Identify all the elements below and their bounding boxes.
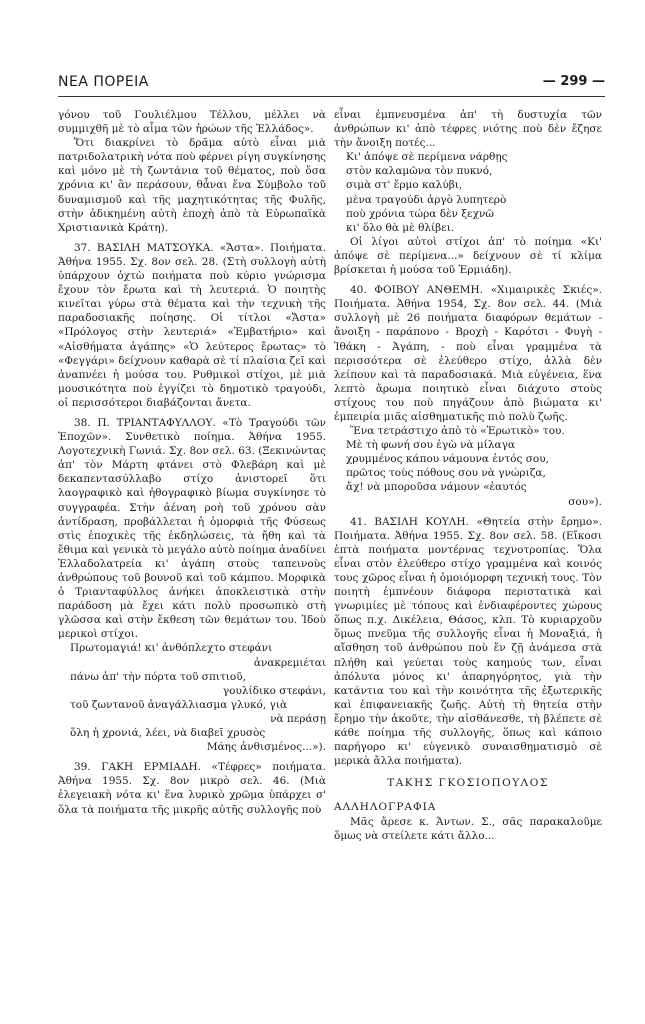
left-column-line: 37. ΒΑΣΙΛΗ ΜΑΤΣΟΥΚΑ. «Ἄστα». Ποιήματα. Ἀθήνα 1955. Σχ. 8ον σελ. 28. (Στὴ συλλογὴ αὐτὴ ὑπάρχουν ὀχτὼ ποιήματα ποὺ κύριο γνώρισμα ἔχουν τὸν ἔρωτα καὶ τὴ λευτεριά. Ὁ ποιητὴς κινεῖται γύρω στὰ θέματα καὶ τὴν τεχνικὴ τῆς παραδοσιακῆς ποίησης. Οἱ τίτλοι «Ἄστα» «Πρόλογος στὴν λευτεριά» «Ἐμβατήριο» καὶ «Αἰσθήματα ἀγάπης» «Ὁ λεύτερος ἔρωτας» τὸ «Φεγγάρι» δείχνουν καθαρὰ σὲ τί πλαίσια ζεῖ καὶ ἀναπνέει ἡ μούσα του. Ρυθμικοὶ στίχοι, μὲ μιὰ μουσικότητα ποὺ ἐγγίζει τὸ δημοτικὸ τραγούδι, οἱ περισσότεροι διαβάζονται ἄνετα. [58,241,326,409]
right-tail-line: 41. ΒΑΣΙΛΗ ΚΟΥΛΗ. «Θητεία στὴν ἔρημο». Ποιήματα. Ἀθήνα 1955. Σχ. 8ον σελ. 58. (Εἴκοσι ἑπτὰ ποιήματα μοντέρνας τεχνοτροπίας. Ὅλα εἶναι στὸν ἐλεύθερο στίχο γραμμένα καὶ κοινός τους χῶρος εἶναι ἡ ὁμοιόμορφη τεχνική τους. Τὸν ποιητὴ ἐμπνέουν διάφορα περιστατικὰ καὶ γνωριμίες μὲ τόπους καὶ ἐνδιαφέροντες χώρους ὅπως π.χ. Δικέλεια, Θάσος, κλπ. Τὸ κυριαρχοῦν ὅμως πνεῦμα τῆς συλλογῆς εἶναι ἡ Μοναξιά, ἡ αἴσθηση τοῦ ἀνθρώπου ποὺ ἔν ζῇ ἀνάμεσα στὰ πλήθη καὶ γεύεται τοὺς καημούς των, εἶναι ἀπόλυτα μόνος κι' ἀπαρηγόρητος, γιὰ τὴν κατάντια του καὶ τὴν κοινότητα τῆς ἐξωτερικῆς καὶ ἐπιφανειακῆς ζωῆς. Αὐτὴ τὴ θητεία στὴν ἔρημο τὴν ἀκοῦτε, τὴν αἰσθάνεσθε, τὴ βλέπετε σὲ κάθε ποίημα τῆς συλλογῆς, ὅπως καὶ κάποιο παρήγορο κι' εὐγενικὸ συναισθηματισμὸ σὲ μερικὰ ἄλλα ποιήματα). [334,515,602,768]
journal-title: ΝΕΑ ΠΟΡΕΙΑ [58,74,149,90]
left-verse-line: Πρωτομαγιά! κι' ἀνθόπλεχτο στεφάνι [70,642,273,655]
header-rule [58,96,605,97]
right-verse-line: Κι' ἀπόψε σὲ περίμενα νάρθῃς [346,151,508,164]
right-verse-line: σιμὰ στ' ἔρμο καλύβι, [346,179,463,192]
right-column-line: Οἱ λίγοι αὐτοὶ στίχοι ἀπ' τὸ ποίημα «Κι' ἀπόψε σὲ περίμενα...» δείχνουν σὲ τί κλίμα βρίσκεται ἡ μούσα τοῦ Ἑρμιάδη). [334,235,602,277]
left-verse [58,641,326,754]
left-verse-line: πάνω ἀπ' τὴν πόρτα τοῦ σπιτιοῦ, [70,670,246,683]
correspondence-title: ΑΛΛΗΛΟΓΡΑΦΙΑ [334,801,437,814]
right-verse-line: ποὺ χρόνια τώρα δὲν ξεχνῶ [346,207,494,220]
left-column-line: Ὅτι διακρίνει τὸ δρᾶμα αὐτὸ εἶναι μιὰ πατριδολατρικὴ νότα ποὺ φέρνει ρίγη συγκίνησης καὶ μόνο μὲ τὴ ζωντάνια τοῦ θέματος, ποὺ ὅσα χρόνια κι' ἂν περάσουν, θἆναι ἕνα Σύμβολο τοῦ δυναμισμοῦ καὶ τῆς μαχητικότητας τῆς Φυλῆς, στὴν ἀδικημένη αὐτὴ ἐποχὴ ἀπὸ τὰ Εὐρωπαϊκὰ Χριστιανικὰ Κράτη). [58,137,326,234]
left-tail [58,760,326,816]
page-number: — 299 — [542,74,605,89]
left-verse-line: ἀνακρεμιέται [253,656,326,669]
right-verse2-line: πρῶτος τοὺς πόθους σου νὰ γνώριζα, [346,467,546,480]
right-column-line: Ἕνα τετράστιχο ἀπὸ τὸ «Ἐρωτικὸ» του. [350,425,565,438]
right-head-line: εἶναι ἐμπνευσμένα ἀπ' τὴ δυστυχία τῶν ἀνθρώπων κι' ἀπὸ τέφρες νιότης ποὺ δὲν ἔζησε τὴν ἄνοιξη ποτές... [334,109,602,150]
left-verse-line: ὅλη ἡ χρονιά, λέει, νὰ διαβεῖ χρυσὸς [70,727,266,740]
right-verse-2 [334,438,602,508]
left-paragraphs [58,108,326,641]
right-verse-line: στὸν καλαμῶνα τὸν πυκνό, [346,165,493,178]
right-head [334,108,602,150]
right-verse-line: μὲνα τραγούδι ἀργὸ λυπητερὸ [346,193,507,206]
right-paragraphs [334,235,602,438]
left-column-line: γόνου τοῦ Γουλιέλμου Τέλλου, μέλλει νὰ συμμιχθῆ μὲ τὸ αἷμα τῶν ἡρώων τῆς Ἑλλάδος». [58,109,326,136]
left-verse-line: νὰ περάσῃ [270,712,326,725]
right-verse [334,150,602,235]
right-verse-line: κι' ὅλο θὰ μὲ θλίβει. [346,221,455,234]
left-column [58,108,326,817]
right-verse2-line: χρυμμένος κάπου νάμουνα ἐντός σου, [346,453,549,466]
right-verse2-line: Μὲ τὴ φωνή σου ἐγὼ νὰ μίλαγα [346,439,515,452]
correspondence-text: Μᾶς ἄρεσε κ. Ἀντων. Σ., σᾶς παρακαλοῦμε ὅμως νὰ στείλετε κάτι ἄλλο... [334,815,602,842]
right-verse2-line: ἄχ! νὰ μποροῦσα νάμουν «ἑαυτός [346,481,527,494]
right-column-line: 40. ΦΟΙΒΟΥ ΑΝΘΕΜΗ. «Χιμαιρικὲς Σκιές». Ποιήματα. Ἀθήνα 1954, Σχ. 8ον σελ. 44. (Μιὰ συλλογὴ μὲ 26 ποιήματα διαφόρων θεμάτων - ἄνοιξη - παράπονο - Βροχὴ - Καρότσι - Φυγὴ - Ἰθάκη - Ἀγάπη, - ποὺ εἶναι γραμμένα τὰ περισσότερα σὲ ἐλεύθερο στίχο, ἀλλὰ δὲν λείπουν καὶ τὰ παραδοσιακά. Μιὰ εὐγένεια, ἕνα λεπτὸ ἄρωμα ποιητικὸ εἶναι διάχυτο στοὺς στίχους του ποὺ πηγάζουν ἀπὸ βιώματα κι' ἐμπειρία μιᾶς αἰσθηματικῆς πιὸ πολὺ ζωῆς. [334,284,602,423]
left-verse-line: τοῦ ζωντανοῦ ἀναγάλλιασμα γλυκό, γιὰ [70,698,288,711]
left-tail-line: 39. ΓΑΚΗ ΕΡΜΙΑΔΗ. «Τέφρες» ποιήματα. Ἀθήνα 1955. Σχ. 8ον μικρὸ σελ. 46. (Μιὰ ἐλεγειακὴ νότα κι' ἕνα λυρικὸ χρῶμα ὑπάρχει σ' ὅλα τὰ ποιήματα τῆς μικρῆς αὐτῆς συλλογῆς ποὺ [58,761,326,816]
right-tail [334,515,602,769]
left-column-line: 38. Π. ΤΡΙΑΝΤΑΦΥΛΛΟΥ. «Τὸ Τραγούδι τῶν Ἐποχῶν». Συνθετικὸ ποίημα. Ἀθήνα 1955. Λογοτεχνικὴ Γωνιά. Σχ. 8ον σελ. 63. (Ξεκινώντας ἀπ' τὸν Μάρτη φτάνει στὸ Φλεβάρη καὶ μὲ δεκαπεντασύλλαβο στίχο ἀνιστορεῖ ὅτι λαογραφικὸ καὶ ἠθογραφικὸ βίωμα συγκίνησε τὸ συγγραφέα. Στὴν ἀέναη ροὴ τοῦ χρόνου σὰν ἀντίδραση, προβάλλεται ἡ ὁμορφιὰ τῆς Φύσεως στὶς ἐποχικὲς τῆς ἐκδηλώσεις, τὰ ἤθη καὶ τὰ ἔθιμα καὶ γενικὰ τὸ μεγάλο αὐτὸ ποίημα ἀναδίνει Ἑλλαδολατρεία κι' ἀγάπη στοὺς ταπεινοὺς ἀνθρώπους τοῦ βουνοῦ καὶ τοῦ κάμπου. Μορφικὰ ὁ Τριανταφύλλος ἀνήκει ἀποκλειστικὰ στὴν παράδοση μὰ ἔχει κάτι πολὺ προσωπικὸ στὴ γλῶσσα καὶ στὴν ἔκθεση τῶν θεμάτων του. Ἰδοὺ μερικοὶ στίχοι. [58,416,326,641]
left-verse-line: Μάης ἀνθισμένος...»). [206,741,326,754]
signature: ΤΑΚΗΣ ΓΚΟΣΙΟΠΟΥΛΟΣ [387,777,549,790]
right-column [334,108,602,843]
left-verse-line: γουλίδικο στεφάνι, [222,684,326,697]
right-verse2-line: σου»). [568,495,602,508]
page-header [58,74,605,92]
